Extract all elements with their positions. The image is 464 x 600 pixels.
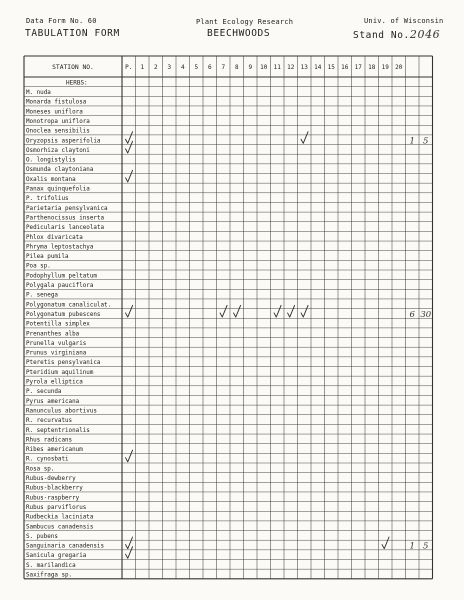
species-label: Poa sp. bbox=[26, 263, 51, 270]
species-label: Osmorhiza claytoni bbox=[26, 147, 90, 154]
check-mark bbox=[126, 547, 133, 559]
column-header: 16 bbox=[341, 64, 349, 71]
species-label: Potentilla simplex bbox=[26, 321, 90, 328]
handwritten-entry: 1 bbox=[409, 541, 415, 552]
species-label: Onoclea sensibilis bbox=[26, 128, 90, 135]
species-label: O. longistylis bbox=[26, 157, 76, 164]
species-label: Ranunculus abortivus bbox=[26, 408, 97, 415]
species-label: R. cynosbati bbox=[26, 456, 69, 463]
species-label: R. recurvatus bbox=[26, 418, 73, 425]
check-mark bbox=[126, 170, 133, 182]
column-header: 5 bbox=[194, 64, 199, 71]
form-title: TABULATION FORM bbox=[25, 28, 120, 39]
handwritten-entry: 5 bbox=[423, 136, 429, 147]
column-header: 3 bbox=[167, 64, 172, 71]
species-label: Sambucus canadensis bbox=[26, 524, 94, 531]
form-number: Data Form No. 60 bbox=[26, 17, 97, 25]
species-label: Prunella vulgaris bbox=[26, 340, 87, 347]
species-label: P. trifolius bbox=[26, 196, 69, 203]
species-label: Phlox divaricata bbox=[26, 234, 83, 241]
species-label: Polygala pauciflora bbox=[26, 283, 94, 289]
column-header: 6 bbox=[207, 64, 212, 71]
species-label: S. pubens bbox=[26, 533, 58, 540]
species-label: Pteridium aquilinum bbox=[26, 369, 94, 376]
species-label: Rhus radicans bbox=[26, 437, 73, 444]
check-mark bbox=[301, 132, 308, 144]
species-label: Podophyllum peltatum bbox=[26, 273, 97, 280]
column-header: 10 bbox=[260, 64, 268, 71]
column-header: 20 bbox=[395, 64, 403, 71]
species-label: Monarda fistulosa bbox=[26, 99, 87, 106]
species-label: Rubus-raspberry bbox=[26, 495, 80, 502]
species-label: P. senega bbox=[26, 292, 58, 299]
species-label: S. marilandica bbox=[26, 562, 76, 569]
check-mark bbox=[288, 305, 295, 317]
check-mark bbox=[126, 537, 133, 549]
column-header: 11 bbox=[273, 64, 281, 71]
species-label: Pteretis pensylvanica bbox=[26, 360, 101, 367]
species-label: Monotropa uniflora bbox=[26, 118, 90, 125]
species-label: Pilea pumila bbox=[26, 254, 69, 261]
column-header: 8 bbox=[234, 64, 239, 71]
column-header: 15 bbox=[327, 64, 335, 71]
species-label: Polygonatum pubescens bbox=[26, 311, 101, 318]
handwritten-entry: 30 bbox=[420, 309, 432, 320]
species-label: Oxalis montana bbox=[26, 176, 76, 183]
handwritten-entry: 1 bbox=[409, 136, 415, 147]
column-header: 7 bbox=[221, 64, 226, 71]
column-header: 13 bbox=[300, 64, 308, 71]
check-mark bbox=[301, 305, 308, 317]
species-label: Polygonatum canaliculat. bbox=[26, 302, 112, 309]
column-header: 14 bbox=[314, 64, 322, 71]
handwritten-entry: 5 bbox=[423, 541, 429, 552]
column-header: 18 bbox=[368, 64, 376, 71]
column-header: 9 bbox=[248, 64, 253, 71]
species-label: Rudbeckia laciniata bbox=[26, 514, 94, 521]
species-label: Ribes americanum bbox=[26, 447, 83, 454]
species-label: P. secunda bbox=[26, 389, 62, 396]
stand-number-label: Stand No. bbox=[353, 30, 410, 41]
species-label: Rosa sp. bbox=[26, 466, 55, 473]
column-header: 4 bbox=[180, 64, 185, 71]
check-mark bbox=[126, 450, 133, 462]
species-label: Osmunda claytoniana bbox=[26, 167, 94, 174]
species-label: Rubus-dewberry bbox=[26, 476, 76, 482]
species-label: Sanguinaria canadensis bbox=[26, 543, 105, 550]
species-label: R. septentrionalis bbox=[26, 427, 90, 434]
check-mark bbox=[274, 305, 281, 317]
stand-number-value: 2046 bbox=[409, 28, 441, 41]
check-mark bbox=[126, 305, 133, 317]
column-header: 1 bbox=[140, 64, 145, 71]
species-label: Prenanthes alba bbox=[26, 331, 80, 338]
species-label: Saxifraga sp. bbox=[26, 572, 73, 579]
check-mark bbox=[126, 132, 133, 144]
station-number-header: STATION NO. bbox=[52, 64, 94, 71]
handwritten-entry: 6 bbox=[409, 309, 415, 320]
university: Univ. of Wisconsin bbox=[364, 17, 444, 25]
species-label: Pyrola elliptica bbox=[26, 379, 83, 386]
subject-title: BEECHWOODS bbox=[207, 28, 271, 39]
check-mark bbox=[220, 305, 227, 317]
species-label: Pyrus americana bbox=[26, 398, 80, 405]
check-mark bbox=[234, 305, 241, 317]
species-label: Parthenocissus inserta bbox=[26, 215, 105, 222]
species-label: Prunus virginiana bbox=[26, 350, 87, 357]
species-label: Pedicularis lanceolata bbox=[26, 225, 105, 232]
species-label: Rubus-blackberry bbox=[26, 485, 83, 492]
species-label: Sanicula gregaria bbox=[26, 553, 87, 560]
species-label: Oryzopsis asperifolia bbox=[26, 138, 101, 145]
group-label-herbs: HERBS: bbox=[66, 79, 88, 87]
column-header: 19 bbox=[381, 64, 389, 71]
organization: Plant Ecology Research bbox=[196, 18, 294, 26]
species-label: Parietaria pensylvanica bbox=[26, 205, 108, 212]
species-label: Phryma leptostachya bbox=[26, 244, 94, 251]
check-mark bbox=[382, 537, 389, 549]
column-header: 2 bbox=[153, 64, 158, 71]
species-label: Moneses uniflora bbox=[26, 109, 83, 116]
column-header: P. bbox=[125, 64, 133, 71]
check-mark bbox=[126, 141, 133, 153]
species-label: Rubus parviflorus bbox=[26, 504, 87, 511]
species-label: Panax quinquefolia bbox=[26, 186, 90, 193]
column-header: 12 bbox=[287, 64, 295, 71]
species-label: M. nuda bbox=[26, 90, 51, 96]
column-header: 17 bbox=[354, 64, 362, 71]
